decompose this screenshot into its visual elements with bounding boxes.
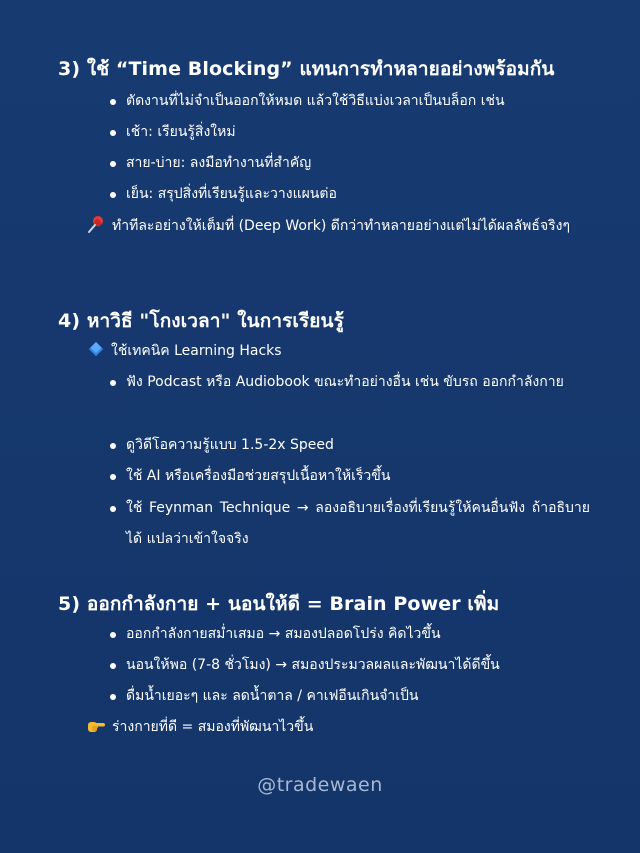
section-4-heading: 4) หาวิธี "โกงเวลา" ในการเรียนรู้ (58, 310, 344, 332)
section-3-bullet-4: เย็น: สรุปสิ่งที่เรียนรู้และวางแผนต่อ (110, 179, 590, 210)
bullet-dot (110, 443, 116, 449)
blue-diamond-icon (89, 342, 103, 356)
section-3-bullet-3: สาย-บ่าย: ลงมือทำงานที่สำคัญ (110, 148, 590, 179)
section-5-heading: 5) ออกกำลังกาย + นอนให้ดี = Brain Power เพิ่ม (58, 593, 500, 615)
bullet-dot (110, 99, 116, 105)
section-5-note: ร่างกายที่ดี = สมองที่พัฒนาไวขึ้น (86, 712, 590, 743)
section-3-note: ทำทีละอย่างให้เต็มที่ (Deep Work) ดีกว่าทำหลายอย่างแต่ไม่ได้ผลลัพธ์จริงๆ (86, 211, 590, 242)
section-4-subheading: ใช้เทคนิค Learning Hacks (86, 336, 590, 367)
bullet-dot (110, 161, 116, 167)
bullet-dot (110, 192, 116, 198)
section-4-bullet-2: ดูวิดีโอความรู้แบบ 1.5-2x Speed (110, 430, 590, 461)
bullet-dot (110, 380, 116, 386)
bullet-dot (110, 694, 116, 700)
bullet-dot (110, 632, 116, 638)
pointing-hand-icon (86, 715, 106, 735)
section-5-bullet-1: ออกกำลังกายสม่ำเสมอ → สมองปลอดโปร่ง คิดไวขึ้น (110, 619, 590, 650)
bullet-dot (110, 506, 116, 512)
section-3-heading: 3) ใช้ “Time Blocking” แทนการทำหลายอย่างพร้อมกัน (58, 58, 555, 80)
section-3-bullet-2: เช้า: เรียนรู้สิ่งใหม่ (110, 117, 590, 148)
section-5-bullet-3: ดื่มน้ำเยอะๆ และ ลดน้ำตาล / คาเฟอีนเกินจำเป็น (110, 681, 590, 712)
bullet-dot (110, 130, 116, 136)
section-5-bullet-2: นอนให้พอ (7-8 ชั่วโมง) → สมองประมวลผลและพัฒนาได้ดีขึ้น (110, 650, 590, 681)
section-3-bullet-1: ตัดงานที่ไม่จำเป็นออกให้หมด แล้วใช้วิธีแบ่งเวลาเป็นบล็อก เช่น (110, 86, 590, 117)
section-4-bullet-4: ใช้ Feynman Technique → ลองอธิบายเรื่องที่เรียนรู้ให้คนอื่นฟัง ถ้าอธิบายได้ แปลว่าเข้าใจจริง (110, 493, 590, 555)
bullet-dot (110, 663, 116, 669)
author-handle: @tradewaen (257, 774, 383, 796)
section-4-bullet-1: ฟัง Podcast หรือ Audiobook ขณะทำอย่างอื่น เช่น ขับรถ ออกกำลังกาย (110, 367, 590, 398)
pushpin-icon (86, 214, 106, 234)
section-4-bullet-3: ใช้ AI หรือเครื่องมือช่วยสรุปเนื้อหาให้เร็วขึ้น (110, 461, 590, 492)
bullet-dot (110, 474, 116, 480)
